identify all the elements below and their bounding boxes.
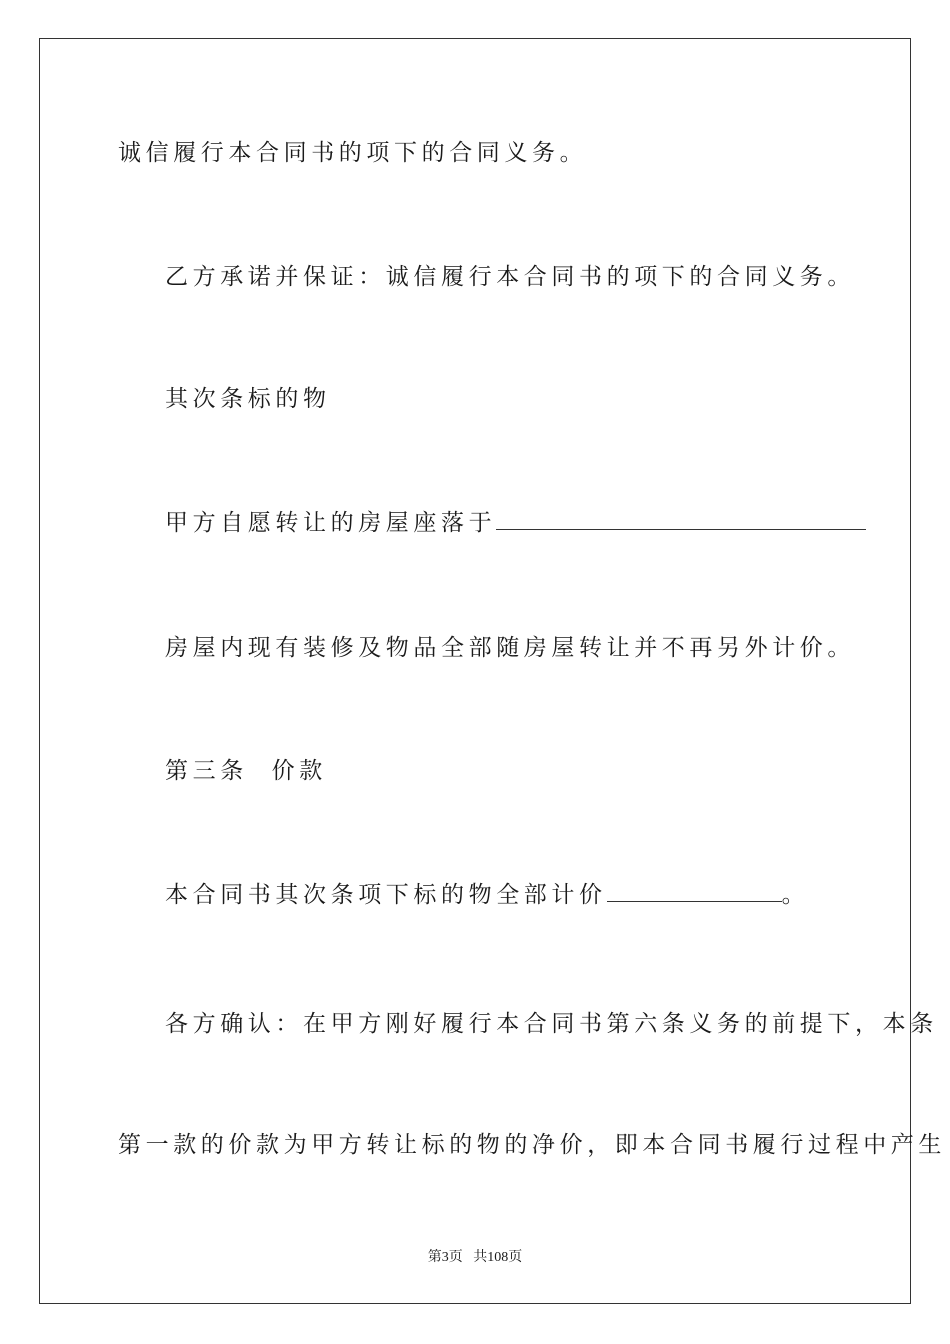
section-heading-price	[165, 756, 327, 786]
section-heading-price-text: 第三条 价款	[165, 758, 327, 784]
page-total: 共108页	[473, 1250, 523, 1265]
paragraph-confirm-cont	[118, 1130, 946, 1160]
paragraph-1	[118, 138, 587, 168]
page-number: 第3页	[427, 1250, 463, 1265]
paragraph-4-text: 房屋内现有装修及物品全部随房屋转让并不再另外计价。	[165, 635, 855, 661]
paragraph-price-suffix: 。	[781, 882, 810, 908]
paragraph-confirm	[165, 1009, 938, 1039]
location-fill-blank[interactable]	[496, 509, 866, 530]
paragraph-1-text: 诚信履行本合同书的项下的合同义务。	[118, 140, 588, 166]
paragraph-2-text: 乙方承诺并保证：诚信履行本合同书的项下的合同义务。	[165, 264, 855, 290]
paragraph-location	[165, 508, 866, 538]
section-heading-subject-text: 其次条标的物	[165, 386, 331, 412]
price-fill-blank[interactable]	[607, 881, 782, 902]
page-footer	[0, 1246, 950, 1266]
page-border	[39, 38, 911, 1304]
paragraph-price-text: 本合同书其次条项下标的物全部计价	[165, 882, 607, 908]
paragraph-confirm-text: 各方确认：在甲方刚好履行本合同书第六条义务的前提下，本条	[165, 1011, 938, 1037]
section-heading-subject	[165, 384, 331, 414]
paragraph-confirm-cont-text: 第一款的价款为甲方转让标的物的净价，即本合同书履行过程中产生	[118, 1132, 946, 1158]
paragraph-location-text: 甲方自愿转让的房屋座落于	[165, 510, 497, 536]
paragraph-4	[165, 633, 855, 663]
paragraph-price	[165, 880, 809, 910]
paragraph-2	[165, 262, 855, 292]
